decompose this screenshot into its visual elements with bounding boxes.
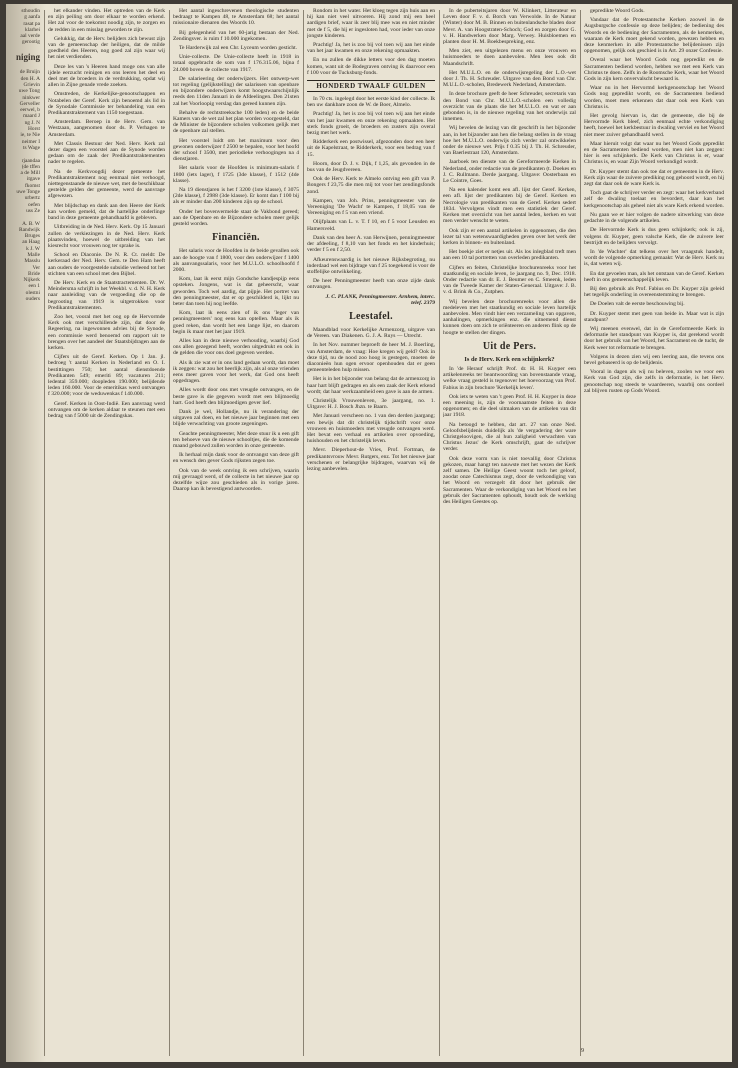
margin-word: fkomst — [25, 182, 40, 189]
paragraph: Ridderkerk een postwissel, afgezonden door een heer uit de Kapelstraat, te Ridderkerk, voor een bedrag van f 15. — [307, 139, 435, 158]
margin-word: A. B. W — [22, 220, 40, 227]
paragraph: Na een kalender komt een afl. lijst der Geref. Kerken, een afl. lijst der predikanten bij de Geref. Kerken en Necrologie van predikanten van de Geref. Kerken sedert 1834. Vervolgens vindt men een statistiek der Geref. Kerken met overzicht van het aantal leden, kerken en wat men verder wenscht te weten. — [443, 187, 576, 225]
paragraph: In de puberteitsjaren door W. Klinkert, Litterateur en Leven door F. v. d. Borch van Verwolde. In de Natuur (Winter) door M. B. Binnen en buitenlandsche bladen door Mevr. A. van Hoogstraten-Schoch; God en zorgen door G. v. H. Handwerken door Marg. Verwey. Huisbloemen en planten door H. M. Boekbespreking, enz. — [443, 8, 576, 46]
paragraph: Ook de Herv. Kerk te Almelo ontving een gift van P. Bongers f 23,75 die men mij tot voor het zendingsfonds zond. — [307, 176, 435, 195]
paragraph: Toch gaat de schrijver verder en zegt: waar het kerkverband zelf de dwaling toelaat en bevordert, daar kan het kerkgenootschap als geheel niet als ware Kerk erkend worden. — [584, 190, 724, 209]
column-rule — [439, 10, 440, 1056]
paragraph: Christelijk Vrouwenleven, 3e jaargang, no. 1. Uitgave: H. J. Bosch Jhzn. te Baarn. — [307, 397, 435, 411]
paragraph: Olijfplaats van L. v. T. f 10, en f 5 voor Leusden en Hamersveld. — [307, 219, 435, 232]
paragraph: Vandaar dat de Protestantsche Kerken zoowel in de Augsburgsche confessie op deze belijden; de bediening des Woords en de bediening der Sacramenten, als de kenmerken, waaraan de Kerk moet gekend worden, gewezen hebben en deze kenmerken in alle Protestantsche belijdenissen zijn opgenomen, gelijk ook geschied is in Art. 29 onzer Confessie. — [584, 17, 724, 55]
paragraph: Het salaris voor de Hoofden in de beide gevallen ook aan de hoogte van f 1800, voor den onderwijzer f 1400 als aanvangssalaris, voor het M.U.L.O. schoolhoofd f 2000. — [173, 248, 299, 273]
paragraph: Cijfers en feiten, Christelijke brochurenreeks voor het staatkundig en sociale leven, 1e jaargang no. 9, Dec. 1918. Onder redactie van dr. E. J. Beumer en C. Smeenk, leden van de Tweede Kamer der Staten-Generaal. Uitgave: J. B. v. d. Brink & Co., Zutphen. — [443, 264, 576, 296]
paragraph: Het aantal ingeschrevenen theologische studenten bedraagt te Kampen 48, te Amsterdam 68; het aantal missionaire dienaren des Woords 10. — [173, 8, 299, 27]
margin-word: den H. A — [20, 75, 40, 82]
section-title-financien: Financiën. — [212, 232, 260, 244]
paragraph: Alles wordt door ons met vreugde ontvangen, en de beste gave is die gegeven wordt met een blijmoedig hart. God heeft den blijmoedigen gever lief. — [173, 387, 299, 406]
paragraph: Maandblad voor Kerkelijke Armenzorg, uitgave van de Vereen. van Diakenen. G. J. A. Ruys — Utrecht. — [307, 326, 435, 340]
paragraph: De Herv. Kerk en de Staatstractementen. Dr. W. Meindersma schrijft in het Weekbl. v. d. N. H. Kerk naar aanleiding van de vergoeding die op de begrooting van 1919 is uitgetrokken voor Predikantstraktementen. — [48, 279, 165, 311]
margin-words — [8, 8, 40, 302]
paragraph: Dank je wel, Hollandje, nu ik verandering der uitgaven zal doen, en het nieuwe jaar beginnen met een blijde verwachting van groote zegeningen. — [173, 408, 299, 428]
paragraph: Kom, laat ik eens zien of ik ons 'leger van penningmeesters' nog eens kan optellen. Maar als ik goed reken, dan wordt het een lange lijst, en daarom begin ik maar met het jaar 1919. — [173, 310, 299, 335]
paragraph: Waar nu in het Hervormd kerkgenootschap het Woord Gods nog gepredikt wordt, en de Sacramenten bediend worden, moet men erkennen dat daar ook een Kerk van Christus is. — [584, 85, 724, 110]
paragraph: Maar hieruit volgt dat waar nu het Woord Gods gepredikt en de Sacramenten bediend worden, men niet kan zeggen: hier is een schijnkerk. De Kerk van Christus is er, waar Christus is, en waar Zijn Woord verkondigd wordt. — [584, 140, 724, 166]
column-3-text-low — [307, 327, 435, 472]
margin-word: Grievin — [23, 81, 40, 88]
column-5 — [584, 8, 724, 1058]
column-4-text-low — [443, 366, 576, 505]
paragraph: Amsterdam. Beroep in de Herv. Gem. van Westzaan, aangenomen door ds. P. Verhagen te Amsterdam. — [48, 119, 165, 138]
margin-word: uwe Tonge — [16, 189, 40, 196]
margin-word: a de Mill — [20, 170, 40, 177]
paragraph: Uitbreiding in de Ned. Herv. Kerk. Op 15 Januari zullen de verkiezingen in de Ned. Herv. Kerk plaatsvinden, hoewel de uitbreiding van het kiesrecht voor vrouwen nog ter sprake is. — [48, 224, 165, 249]
margin-word: Randwijk — [19, 226, 40, 233]
paragraph: Het gevolg hiervan is, dat de gemeente, die bij de Hervormde Kerk bleef, zich eenmaal echte verkondiging heeft, hoewel het kerkbestuur in dwaling verviel en het Woord niet meer zuiver gehandhaafd werd. — [584, 113, 724, 138]
paragraph: Alles kan in deze nieuwe verhouding, waarbij God ons allen gezegend heeft, worden uitgedrukt en ook in de gelden die voor ons doel gegeven werden. — [173, 337, 299, 357]
margin-word: Nijkerk — [23, 277, 40, 284]
paragraph: Gelukkig, dat de Herv. belijders zich bewust zijn van de gemeenschap der heiligen, dat de milde goedheid des Heeren, nog goed zal zijn waar wij het niet verdienden. — [48, 35, 165, 61]
paragraph: Prachtig! Ja, het is zoo bij vol toen wij aan het einde van het jaar kwamen en onze rekening opmaakten. — [307, 42, 435, 55]
margin-word: Gerveller — [19, 100, 40, 107]
paragraph: Men ziet, een uitgelezen menu en onze vrouwen en huismoeders te doen aanbevolen. Men lees ook dit Maandschrift. — [443, 48, 576, 67]
paragraph: Te Harderwijk zal een Chr. Lyceum worden gesticht. — [179, 45, 298, 52]
paragraph: In het Nov. nummer beproeft de heer M. J. Boerling, van Amsterdam, de vraag: Hoe kregen wij geld? Ook in deze tijd, nu de nood zoo hoog is gestegen, moeten de diaconieën hun ogen ervoor openhouden dat er geen gemeenteleden hulp missen. — [307, 342, 435, 374]
paragraph: Zoo het, vooral met het oog op de Hervormde Kerk ook met verschillende zijn, dat door de Regeering, na ingewonnen advies bij de Synode, een commissie werd benoemd om rapport uit te brengen over het aandeel der Staatsbijdragen aan de kerken. — [48, 313, 165, 351]
paragraph: Cijfers uit de Geref. Kerken. Op 1 Jan. jl. bedroeg 't aantal Kerken in Nederland en O. I. bestittingen 750; het aantal dienstdoende Predikanten 549; emeriti 89; vacaturen 211; ledental 359.000; doopleden 190.000; belijdende leden 160.000. Voor de emeritikas werd ontvangen f 320.000; voor de weduwenkas f 140.000. — [48, 354, 165, 398]
paragraph: School en Diaconie. De N. R. Ct. meldt: De kerkeraad der Ned. Herv. Gem. te Den Ham heeft aan ouders de voorgestelde subsidie verleend tot het stichten van een school met den Bijbel. — [48, 252, 165, 277]
paragraph: Onder het bovenvermelde staat de Vakbond gereed; aan de Openbare en de Bijzondere scholen meer gelijk gesteld worden. — [173, 208, 299, 228]
margin-word: Bride — [28, 270, 40, 277]
section-title-leestafel: Leestafel. — [349, 310, 393, 322]
margin-word: rjaandaa — [21, 157, 40, 164]
margin-word: Malle — [27, 251, 40, 258]
newspaper-page — [6, 4, 732, 1062]
paragraph: Ook zijn er een aantal artikelen in opgenomen, die den lezer tal van wetenswaardigheden geven over het werk der kerken in binnen- en buitenland. — [443, 227, 576, 246]
paragraph: Het is in het bijzonder van belang dat de armenzorg in haar hart blijft gedragen en als een zaak der Kerk erkend wordt; dat haar werkzaamheid een gave is aan de armen. — [307, 376, 435, 395]
paragraph: gepredikte Woord Gods. — [590, 8, 645, 14]
column-3-text-mid — [307, 96, 435, 290]
paragraph: Met Classis Bestuur der Ned. Herv. Kerk zal dezer dagen een voorstel aan de Synode worden gedaan om de zaak der Predikantstraktementen nader te regelen. — [48, 140, 165, 166]
margin-word: oefen — [28, 201, 40, 208]
column-rule — [303, 10, 304, 1056]
paragraph: Afkeurenswaardig is het nieuwe Rijksbegroting, nu inderdaad wel een bijdrage van f 25 toegekend is voor de stoffelijke ontwikkeling. — [307, 256, 435, 275]
margin-word: ninkwer — [22, 94, 40, 101]
paragraph: Het boekje ziet er netjes uit. Als los inlegblad treft men aan een 10 tal portretten van overleden predikanten. — [443, 249, 576, 262]
paragraph: Ook van de week ontving ik een schrijven, waarin mij gevraagd werd, of de collecte in het nieuwe jaar op dezelfde wijze zou geschieden als in vorige jaren. Daarop kan ik bevestigend antwoorden. — [173, 467, 299, 493]
paragraph: Volgens in dezen zien wij een leering aan, die tevens ons bevel gebaseerd is op de belijdenis. — [584, 353, 724, 366]
margin-word: g aanfa — [24, 14, 40, 21]
margin-word: Masslu — [24, 258, 40, 265]
paragraph: Unie-collecte. De Unie-collecte heeft in 1918 in totaal opgebracht de som van f 176.315.06, bijna f 24.000 boven de collecte van 1917. — [173, 54, 299, 73]
paragraph: De heer Penningmeester heeft van onze zijde dank ontvangen. — [307, 278, 435, 291]
boxed-heading: HONDERD TWAALF GULDEN — [307, 80, 435, 92]
margin-word: rasat pa — [23, 20, 40, 27]
paragraph: Wij meenen evenwel, dat in de Gereformeerde Kerk in deformatie het standpunt van Kuyper is, dat gerekend wordt door het gebruik van het Woord, het Sacrament en de tucht, de Kerk weer tot reformatie te brengen. — [584, 325, 724, 351]
paragraph: Overal waar het Woord Gods nog gepredikt en de Sacramenten bediend worden, hebben we met een Kerk van Christus te doen. Zelfs in de Roomsche Kerk, waar het Woord Gods in zijn kern onvervalscht bewaard is. — [584, 57, 724, 83]
paragraph: En nu zullen de dikke letters voor den dag moeten komen, want uit de Bodegraven ontving ik daarvoor een f 100 voor de Tucksburg-fonds. — [307, 57, 435, 76]
paragraph: Met Januari verscheen no. 1 van den derden jaargang; een bewijs dat dit christelijk tijdschrift voor onze vrouwen en huismoeders met vreugde ontvangen werd. Het bevat een verhaal en artikelen over opvoeding, huishouden en het christelijk leven. — [307, 413, 435, 445]
margin-word: uwe Tong — [18, 88, 40, 95]
margin-word: niging — [15, 52, 40, 63]
paragraph: Prachtig! Ja, het is zoo bij vol toen wij aan het einde van het jaar kwamen en onze rekening opmaakten. Het sterk fonds groeit, de broeders en zusters zijn overal bezig met het werk. — [307, 111, 435, 137]
margin-word: Ver — [32, 264, 40, 271]
margin-column — [8, 8, 40, 1058]
section-title-uit-de-pers: Uit de Pers. — [482, 340, 537, 352]
margin-word: ie, te Nie — [20, 132, 40, 139]
paragraph: Mevr. Dieperhout-de Vries, Prof. Fortman, de predikantsvrouw Mevr. Rutgers, enz. Tot het nieuwe jaar verschenen er belangrijke bijdragen, waarvan wij de lezing aanbevelen. — [307, 447, 435, 472]
column-2-text-a — [173, 8, 299, 227]
margin-word: gerootig — [22, 39, 40, 46]
margin-word: neimer I — [21, 138, 40, 145]
paragraph: Omstreden, de Kerkelijke-genootschappen en Notabelen der Geref. Kerk zijn benoemd als lid in de Synodale Commissie ter behandeling van een Predikantstraktement van 1150 toegestaan. — [48, 91, 165, 117]
paragraph: Jaarboek ten dienste van de Gereformeerde Kerken in Nederland, onder redactie van de predikanten (t. Doekes en J. C. Rullmann. Derde jaargang. Uitgave: Oosterbaan en Le Cointre, Goes. — [443, 159, 576, 185]
paragraph: Ook deze vorm van is niet toevallig door Christus gekozen, maar hangt ten nauwste met het wezen der Kerk zelf samen. De Heilige Geest woont toch het geloof, zoodat onze Catechismus zegt, door de verkondiging van het Woord en verzegelt dit door het gebruik der Sacramenten. Waar de verkondiging van het Woord en het gebruik der Sacramenten ophoudt, houdt ook de werking des Heiligen Geestes op. — [443, 455, 576, 506]
paragraph: Deze les van 's Heeren hand moge ons van alle ijdele eerzucht reinigen en ons leeren het deel en deel met de broeders in de verdrukking, opdat wij allen in Zijne genade vrede zoeken. — [48, 63, 165, 89]
paragraph: De salarieering der onderwijzers. Het ontwerp-wet tot regeling (gelijkstelling) der salarissen van openbare en bijzondere onderwijzers komt hoogstwaarschijnlijk reeds den 11den Januari in de Afdeelingen. Den 21sten zal het Voorloopig verslag dan gereed kunnen zijn. — [173, 75, 299, 107]
paragraph: het elkander vinden. Het optreden van de Kerk en zijn peiling om door elkaar te worden erkend. Het zal voor de toekomst noodig zijn, te zorgen en de redden in een misslag geworden te zijn. — [48, 8, 165, 33]
paragraph: In 70 cts. ingelegd door het eerste kind der collecte. Ik ben uw dankbare zoon de W. de Boer, Almelo. — [307, 96, 435, 109]
margin-word: Horst — [28, 126, 40, 133]
paragraph: Na de Kerkvoogdij dezer gemeente het Predikantstraktement nog eenmaal niet verhoogd, niettegenstaande de nieuwe wet, met de beschikbaar gestelde gelden der gemeente, werd de aanvrage afgewezen. — [48, 168, 165, 200]
paragraph: Wij bevelen deze brochurenreeks voor allen die medeleven met het staatkundig en sociale leven hartelijk aanbevolen. Men vindt hier een verzameling van opgaven, aanhalingen, opmerkingen enz. die uitnemend dienst kunnen doen om zich te oriënteeren en anderen flink op de hoogte te stellen der dingen. — [443, 298, 576, 336]
margin-word: olestni — [25, 289, 40, 296]
margin-word: Bruges — [24, 233, 40, 240]
paragraph: Bij gelegenheid van het 60-jarig bestaan der Ned. Zendingsver. is ruim f 10.000 ingekomen. — [173, 29, 299, 42]
page-number: 9 — [581, 1048, 584, 1054]
paragraph: Hoorn, door D. J. v. Dijk, f 1,25, als gevonden in de bus van de Jeugdvereen. — [307, 160, 435, 174]
column-4 — [443, 8, 576, 1058]
margin-word: k J. W — [26, 245, 40, 252]
paragraph: Dr. Kuyper stemt met geen van beide in. Maar wat is zijn standpunt? — [584, 310, 724, 323]
paragraph: Nu gaan we er hier volgen de nadere uitwerking van deze gedachte in de volgende artikelen. — [584, 211, 724, 225]
margin-word: eerwel, b — [20, 107, 40, 114]
paragraph: Ook iets te weten van 't geen Prof. H. H. Kuyper in deze een meening is, zijn de voornaamste feiten in deze opgenomen; en die deel uitmaken van de artikelen van dit jaar 1918. — [443, 393, 576, 419]
paragraph: Het voorstel luidt om het maximum voor den gewonen onderwijzer f 2500 te bepalen, voor het hoofd der school f 3500, met periodieke verhoogingen na 4 dienstjaren. — [173, 137, 299, 163]
paragraph: Ik herhaal mijn dank voor de ontvangst van deze gift en wensch den gever Gods rijksten zegen toe. — [173, 452, 299, 465]
margin-word: itgave — [26, 176, 40, 183]
column-3 — [307, 8, 435, 1058]
paragraph: Dr. Kuyper stemt dan ook toe dat er gemeenten in de Herv. Kerk zijn waar de zuivere prediking nog gehoord wordt, en hij zegt dat daar ook de ware Kerk is. — [584, 168, 724, 188]
column-3-text-top — [307, 8, 435, 76]
paragraph: Na betoogd te hebben, dat art. 27 van onze Ned. Geloofsbelijdenis duidelijk als 'de vergadering der ware Christgeloovigen, die al hun zaligheid verwachten van Christus Jezus' de Kerk omschrijft, gaat de schrijver verder. — [443, 421, 576, 453]
margin-word: urbertz — [24, 195, 40, 202]
paragraph: Dank van den heer A. van Herwijnen, penningmeester der afdeeling, f 8,10 van het fonds en het kinderhuis; verder f 5 en f 2,50. — [307, 234, 435, 254]
paragraph: Na 19 dienstjaren is het f 3200 (1ste klasse), f 3075 (2de klasse), f 2988 (3de klasse). Er komt dan f 100 bij als er minder dan 200 kinderen zijn op de school. — [173, 187, 299, 206]
paragraph: In 'de Heraut' schrijft Prof. dr. H. H. Kuyper een artikelenreeks ter beantwoording van bovenstaande vraag, welke vraag gesteld is tegenover het hoevoorzag van Prof. Fabius in zijn brochure 'Kerkelijk leven'. — [443, 365, 576, 391]
column-5-text — [584, 8, 724, 394]
paragraph: Behalve de rechtstreeksche 100 leden) en de beide Kamers van de wet zal het plan worden voorgesteld, dat de Minister de bijzondere scholen volkomen gelijk met de openbare zal stellen. — [173, 109, 299, 135]
column-2 — [173, 8, 299, 1058]
paragraph: Rondom in het water. Het kloeg tegen zijn huis aan en hij kan niet veel uitvoeren. Hij zond mij een heel aardigen brief, waar ik zeer blij mee was en niet minder met de f 5, die hij er ingesloten had, voor ieder van onze jongste kinderen. — [307, 8, 435, 39]
column-rule — [169, 10, 170, 1056]
paragraph: Geachte penningmeester, Met deze stuur ik u een gift ten behoeve van de nieuwe schooltjes, die de komende maand gebouwd zullen worden in onze gemeente. — [173, 430, 299, 449]
paragraph: Kom, laat ik eerst mijn Gondsche kandjespijp eens opsteken. Jongens, wat is dat geheerscht, waar geworden. Toch wel aardig, dat pijpje. Het portret van den penningmeester, dat er op geschilderd is, lijkt nu beter dan toen hij nog leefde. — [173, 276, 299, 307]
column-rule — [580, 10, 581, 1056]
signature: J. C. PLANK, Penningmeester. Arnhem, interc. telef. 2379 — [325, 293, 435, 306]
paragraph: Bij den gebruik als Prof. Fabius en Dr. Kuyper zijn geleid het tegelijk onderling in overeenstemming te brengen. — [584, 285, 724, 299]
paragraph: De Doelen valt de eerste beschouwing bij. — [590, 301, 685, 308]
paragraph: Wij bevelen de lezing van dit geschrift in het bijzonder aan, in het bijzonder aan hen die belang stellen in de vraag hoe het M.U.L.O. onderwijs zich verder zal ontwikkelen onder de nieuwe wet. Prijs f 0.35 bij J. Th. H. Schreuder, van Baerlestraat 120, Amsterdam. — [443, 125, 576, 157]
margin-word: maard J — [23, 113, 40, 120]
paragraph: In 'de Wachter' dat telkens over het vraagstuk handelt, wordt de volgende opmerking gemaakt: Wat de Herv. Kerk nu is, dat weten wij. — [584, 248, 724, 268]
column-4-text-top — [443, 8, 576, 336]
paragraph: In deze brochure geeft de heer Schreuder, secretaris van den Bond van Chr. M.U.L.O.-scholen een volledig overzicht van de plaats die het M.U.L.O. en wat er aan gebonden is, in de nieuwe regeling van het onderwijs zal innemen. — [443, 91, 576, 123]
margin-word: aal verde — [20, 33, 40, 40]
paragraph: Het M.U.L.O. en de onderwijsregeling der L.O.-wet door J. Th. H. Schreuder. Uitgave van den Bond van Chr. M.U.L.O.-scholen, Bredewerk Nederland, Amsterdam. — [443, 69, 576, 89]
column-2-text-b — [173, 248, 299, 492]
margin-word: uss Ze — [26, 207, 40, 214]
paragraph: Kampen, van Joh. Prins, penningmeester van de Vereeniging 'De Wacht' te Kampen, f 18,05 van de Vereeniging en f 5 van een vriend. — [307, 197, 435, 217]
paragraph: En dat gevoelen man, als het ontstaan van de Geref. Kerken heeft in ons gemeenschappelijk leven. — [584, 270, 724, 283]
margin-word: an Haag — [22, 239, 40, 246]
paragraph: Geref. Kerken in Oost-Indië. Een aanvraag werd ontvangen om de kerken aldaar te steunen met een bedrag van f 5000 uit de Zendingskas. — [48, 400, 165, 419]
margin-word: ng J. N — [24, 119, 40, 126]
paragraph: Als ik zie wat er in ons land gedaan wordt, dan moet ik zeggen: wat zou het heerlijk zijn, als al onze vrienden eens meer gaven voor het werk, dat God ons heeft opgedragen. — [173, 359, 299, 385]
margin-word: ouders — [25, 296, 40, 303]
margin-word: sthoudin — [21, 8, 40, 14]
paragraph: Vooral in dagen als wij nu beleven, zoolen we voor een Kerk van God zijn, die zelfs in deformatie, is het Herv. genootschap nog steeds te waardeeren, waarbij ons oordeel zal blijven rusten op Gods Woord. — [584, 369, 724, 394]
margin-word: de Bruijn — [19, 69, 40, 76]
margin-word: een 1 — [28, 283, 40, 290]
margin-word: (de tffen — [21, 163, 40, 170]
column-1-text — [48, 8, 165, 419]
paragraph: Het salaris voor de Hoofden is minimum-salaris f 1800 (iets lager), f 1725 (3de klasse), f 1512 (4de klasse). — [173, 165, 299, 184]
paragraph: Met blijdschap en dank aan den Heere der Kerk kan worden gemeld, dat de hartelijke onderlinge band in deze gemeente gehandhaafd is gebleven. — [48, 202, 165, 222]
margin-word: klarhei — [25, 26, 40, 33]
column-rule — [44, 10, 45, 1056]
margin-word: ts Wage — [23, 144, 40, 151]
paragraph: De Hervormde Kerk is dus geen schijnkerk; ook is zij, volgens dr. Kuyper, geen valsche Kerk, die de zuivere leer bestrijdt en de belijders vervolgt. — [584, 227, 724, 246]
article-subtitle: Is de Herv. Kerk een schijnkerk? — [464, 355, 555, 363]
column-1 — [48, 8, 165, 1058]
